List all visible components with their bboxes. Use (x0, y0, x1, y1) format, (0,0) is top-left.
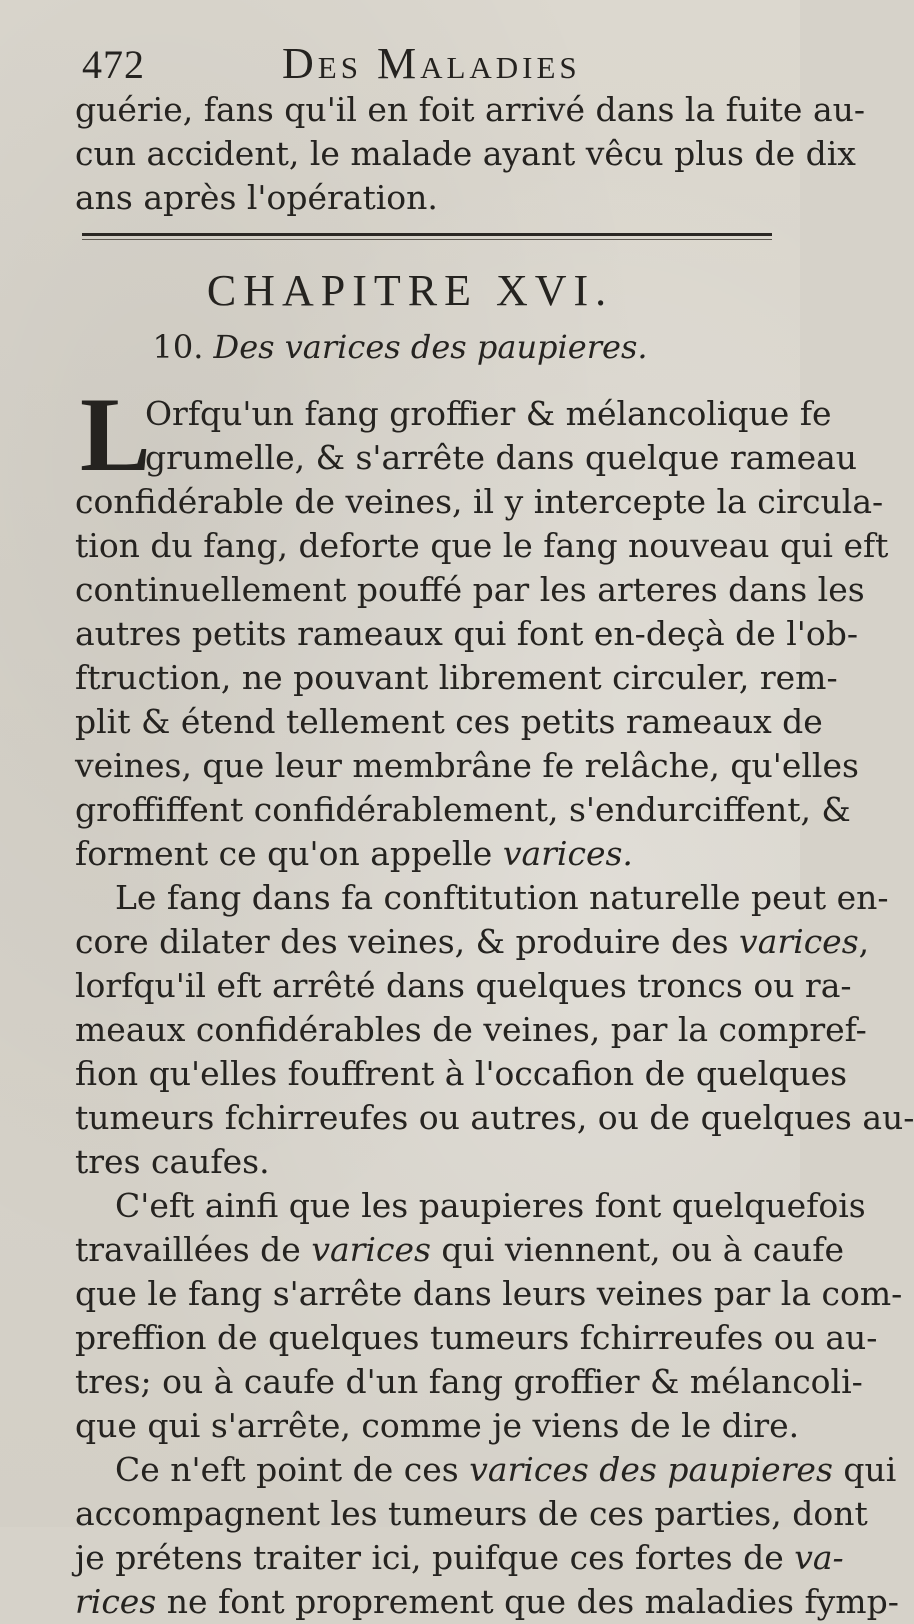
text-line: ans après l'opération. (75, 178, 438, 217)
text-line: cun accident, le malade ayant vêcu plus de dix (75, 134, 856, 173)
italic-term: varices des paupieres (469, 1450, 833, 1489)
text-line: autres petits rameaux qui font en-deçà de l'ob- (75, 614, 859, 653)
text-run: Ce n'eft point de ces (115, 1450, 470, 1489)
text-line: groffiffent confidérablement, s'endurciffent, & (75, 790, 851, 829)
text-line: C'eft ainfi que les paupieres font quelquefois (115, 1186, 866, 1225)
italic-term: rices (75, 1582, 157, 1621)
text-line: accompagnent les tumeurs de ces parties, dont (75, 1494, 868, 1533)
text-line: confidérable de veines, il y intercepte la circula- (75, 482, 884, 521)
text-line: tion du fang, deforte que le fang nouveau qui eft (75, 526, 889, 565)
text-line: que qui s'arrête, comme je viens de le dire. (75, 1406, 800, 1445)
text-line: que le fang s'arrête dans leurs veines par la com- (75, 1274, 903, 1313)
text-run: qui viennent, ou à caufe (430, 1230, 845, 1269)
text-run: ne font proprement que des maladies fymp- (156, 1582, 899, 1621)
text-run: travaillées de (75, 1230, 312, 1269)
text-line (75, 1580, 899, 1624)
running-header (82, 38, 730, 88)
body-text (75, 376, 914, 1624)
text-run: forment ce qu'on appelle (75, 834, 503, 873)
italic-term: varices (311, 1230, 431, 1269)
section-number: 10. (152, 328, 204, 366)
text-line: continuellement pouffé par les arteres dans les (75, 570, 865, 609)
text-run: qui (832, 1450, 897, 1489)
text-line (75, 920, 870, 964)
text-line: plit & étend tellement ces petits rameaux de (75, 702, 823, 741)
drop-cap: L (80, 376, 151, 493)
text-line: preffion de quelques tumeurs fchirreufes ou au- (75, 1318, 878, 1357)
text-line: grumelle, & s'arrête dans quelque rameau (145, 438, 858, 477)
italic-term: varices (739, 922, 859, 961)
section-title-text: Des varices des paupieres. (213, 328, 648, 366)
text-run: core dilater des veines, & produire des (75, 922, 740, 961)
text-line: tres caufes. (75, 1142, 270, 1181)
section-title (0, 328, 800, 366)
text-line: lorfqu'il eft arrêté dans quelques troncs ou ra- (75, 966, 852, 1005)
text-line (75, 1228, 845, 1272)
running-title: Des Maladies (282, 39, 581, 88)
page-number: 472 (82, 42, 145, 87)
chapter-divider-rule (82, 233, 772, 240)
text-line: Orfqu'un fang groffier & mélancolique fe (145, 394, 832, 433)
chapter-title: CHAPITRE XVI. (206, 266, 614, 315)
text-line: veines, que leur membrâne fe relâche, qu'elles (75, 746, 859, 785)
continuation-text (75, 88, 866, 220)
text-line: Le fang dans fa conftitution naturelle peut en- (115, 878, 889, 917)
text-line: tumeurs fchirreufes ou autres, ou de quelques au- (75, 1098, 914, 1137)
text-line: guérie, fans qu'il en foit arrivé dans la fuite au- (75, 90, 866, 129)
text-line (75, 1448, 897, 1492)
italic-term: varices. (502, 834, 633, 873)
text-line: meaux confidérables de veines, par la compref- (75, 1010, 867, 1049)
text-run: , (858, 922, 870, 961)
text-line (75, 1536, 844, 1580)
text-line: ftruction, ne pouvant librement circuler, rem- (75, 658, 838, 697)
text-line: fion qu'elles fouffrent à l'occafion de quelques (75, 1054, 848, 1093)
text-run: je prétens traiter ici, puifque ces fortes de (75, 1538, 795, 1577)
text-line (75, 832, 770, 876)
text-line: tres; ou à caufe d'un fang groffier & mélancoli- (75, 1362, 863, 1401)
italic-term: va- (794, 1538, 844, 1577)
